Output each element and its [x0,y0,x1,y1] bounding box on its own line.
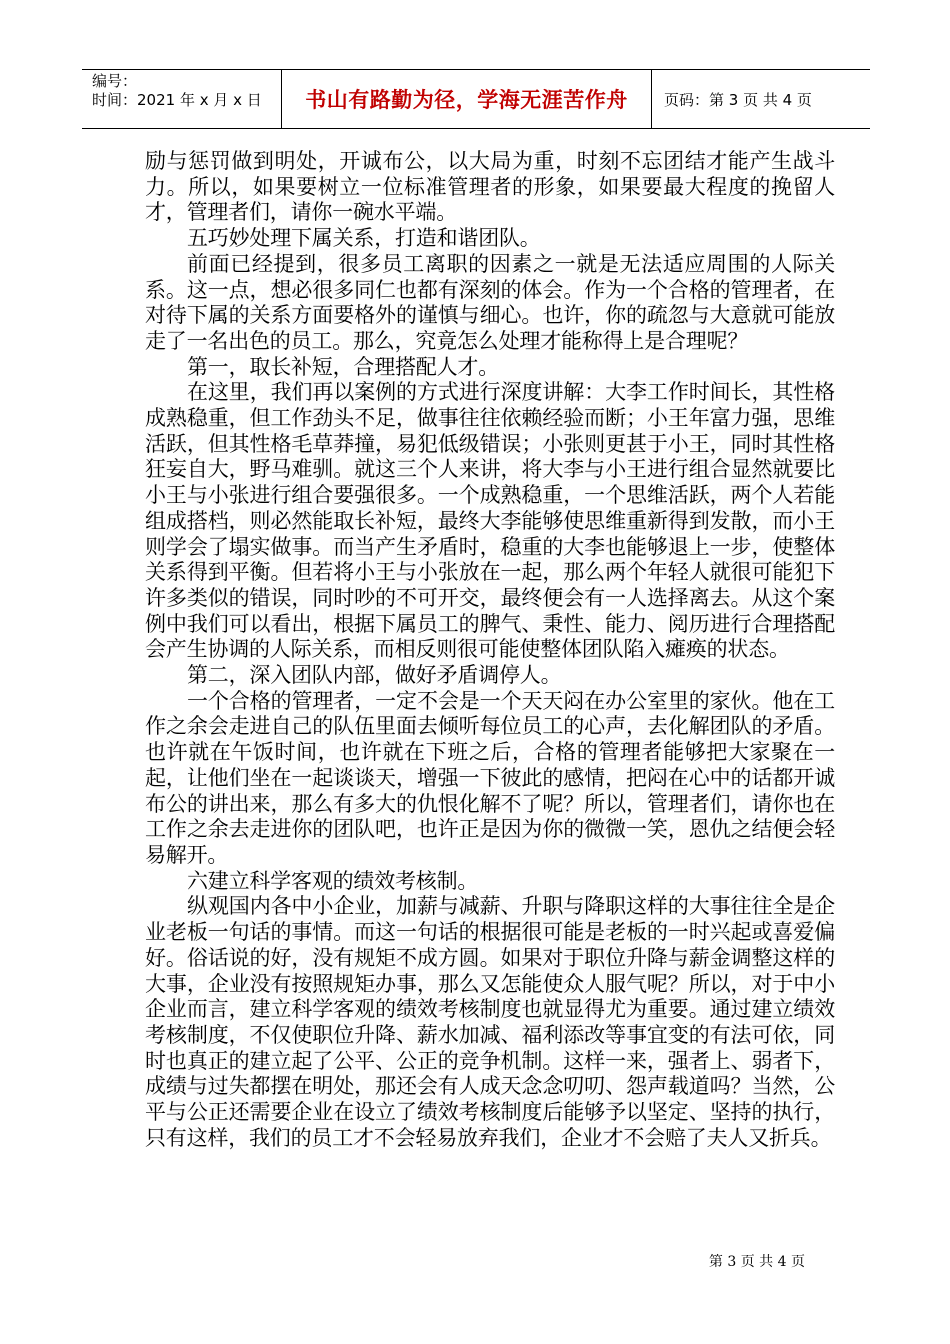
subsection-heading: 第一，取长补短，合理搭配人才。 [187,354,499,379]
document-body [145,149,835,1151]
paragraph: 一个合格的管理者，一定不会是一个天天闷在办公室里的家伙。他在工作之余会走进自己的队伍里面去倾听每位员工的心声，去化解团队的矛盾。也许就在午饭时间，也许就在下班之后，合格的管理者能够把大家聚在一起，让他们坐在一起谈谈天，增强一下彼此的感情，把闷在心中的话都开诚布公的讲出来，那么有多大的仇恨化解不了呢？所以，管理者们，请你也在工作之余去走进你的团队吧，也许正是因为你的微微一笑，恩仇之结便会轻易解开。 [145,688,835,867]
page-footer: 第 3 页 共 4 页 [708,1254,805,1270]
header-motto: 书山有路勤为径，学海无涯苦作舟 [282,70,652,128]
document-number-label: 编号： [92,72,138,90]
document-time-label: 时间：2021 年 x 月 x 日 [92,91,262,109]
paragraph: 前面已经提到，很多员工离职的因素之一就是无法适应周围的人际关系。这一点，想必很多同仁也都有深刻的体会。作为一个合格的管理者，在对待下属的关系方面要格外的谨慎与细心。也许，你的疏忽与大意就可能放走了一名出色的员工。那么，究竟怎么处理才能称得上是合理呢？ [145,251,835,353]
page-header [82,69,870,129]
section-heading: 六建立科学客观的绩效考核制。 [187,868,479,893]
subsection-heading: 第二，深入团队内部，做好矛盾调停人。 [187,663,562,688]
section-heading: 五巧妙处理下属关系，打造和谐团队。 [187,226,541,251]
header-page-number: 页码：第 3 页 共 4 页 [664,90,812,109]
paragraph: 励与惩罚做到明处，开诚布公，以大局为重，时刻不忘团结才能产生战斗力。所以，如果要树立一位标准管理者的形象，如果要最大程度的挽留人才，管理者们，请你一碗水平端。 [145,149,835,225]
header-meta [82,70,282,128]
paragraph: 在这里，我们再以案例的方式进行深度讲解：大李工作时间长，其性格成熟稳重，但工作劲头不足，做事往往依赖经验而断；小王年富力强，思维活跃，但其性格毛草莽撞，易犯低级错误；小张则更甚于小王，同时其性格狂妄自大，野马难驯。就这三个人来讲，将大李与小王进行组合显然就要比小王与小张进行组合要强很多。一个成熟稳重，一个思维活跃，两个人若能组成搭档，则必然能取长补短，最终大李能够使思维重新得到发散，而小王则学会了塌实做事。而当产生矛盾时，稳重的大李也能够退上一步，使整体关系得到平衡。但若将小王与小张放在一起，那么两个年轻人就很可能犯下许多类似的错误，同时吵的不可开交，最终便会有一人选择离去。从这个案例中我们可以看出，根据下属员工的脾气、秉性、能力、阅历进行合理搭配会产生协调的人际关系，而相反则很可能使整体团队陷入瘫痪的状态。 [145,380,835,662]
paragraph: 纵观国内各中小企业，加薪与减薪、升职与降职这样的大事往往全是企业老板一句话的事情。而这一句话的根据很可能是老板的一时兴起或喜爱偏好。俗话说的好，没有规矩不成方圆。如果对于职位升降与薪金调整这样的大事，企业没有按照规矩办事，那么又怎能使众人服气呢？所以，对于中小企业而言，建立科学客观的绩效考核制度也就显得尤为重要。通过建立绩效考核制度，不仅使职位升降、薪水加减、福利添改等事宜变的有法可依，同时也真正的建立起了公平、公正的竞争机制。这样一来，强者上、弱者下，成绩与过失都摆在明处，那还会有人成天念念叨叨、怨声载道吗？当然，公平与公正还需要企业在设立了绩效考核制度后能够予以坚定、坚持的执行，只有这样，我们的员工才不会轻易放弃我们，企业才不会赔了夫人又折兵。 [145,894,835,1150]
